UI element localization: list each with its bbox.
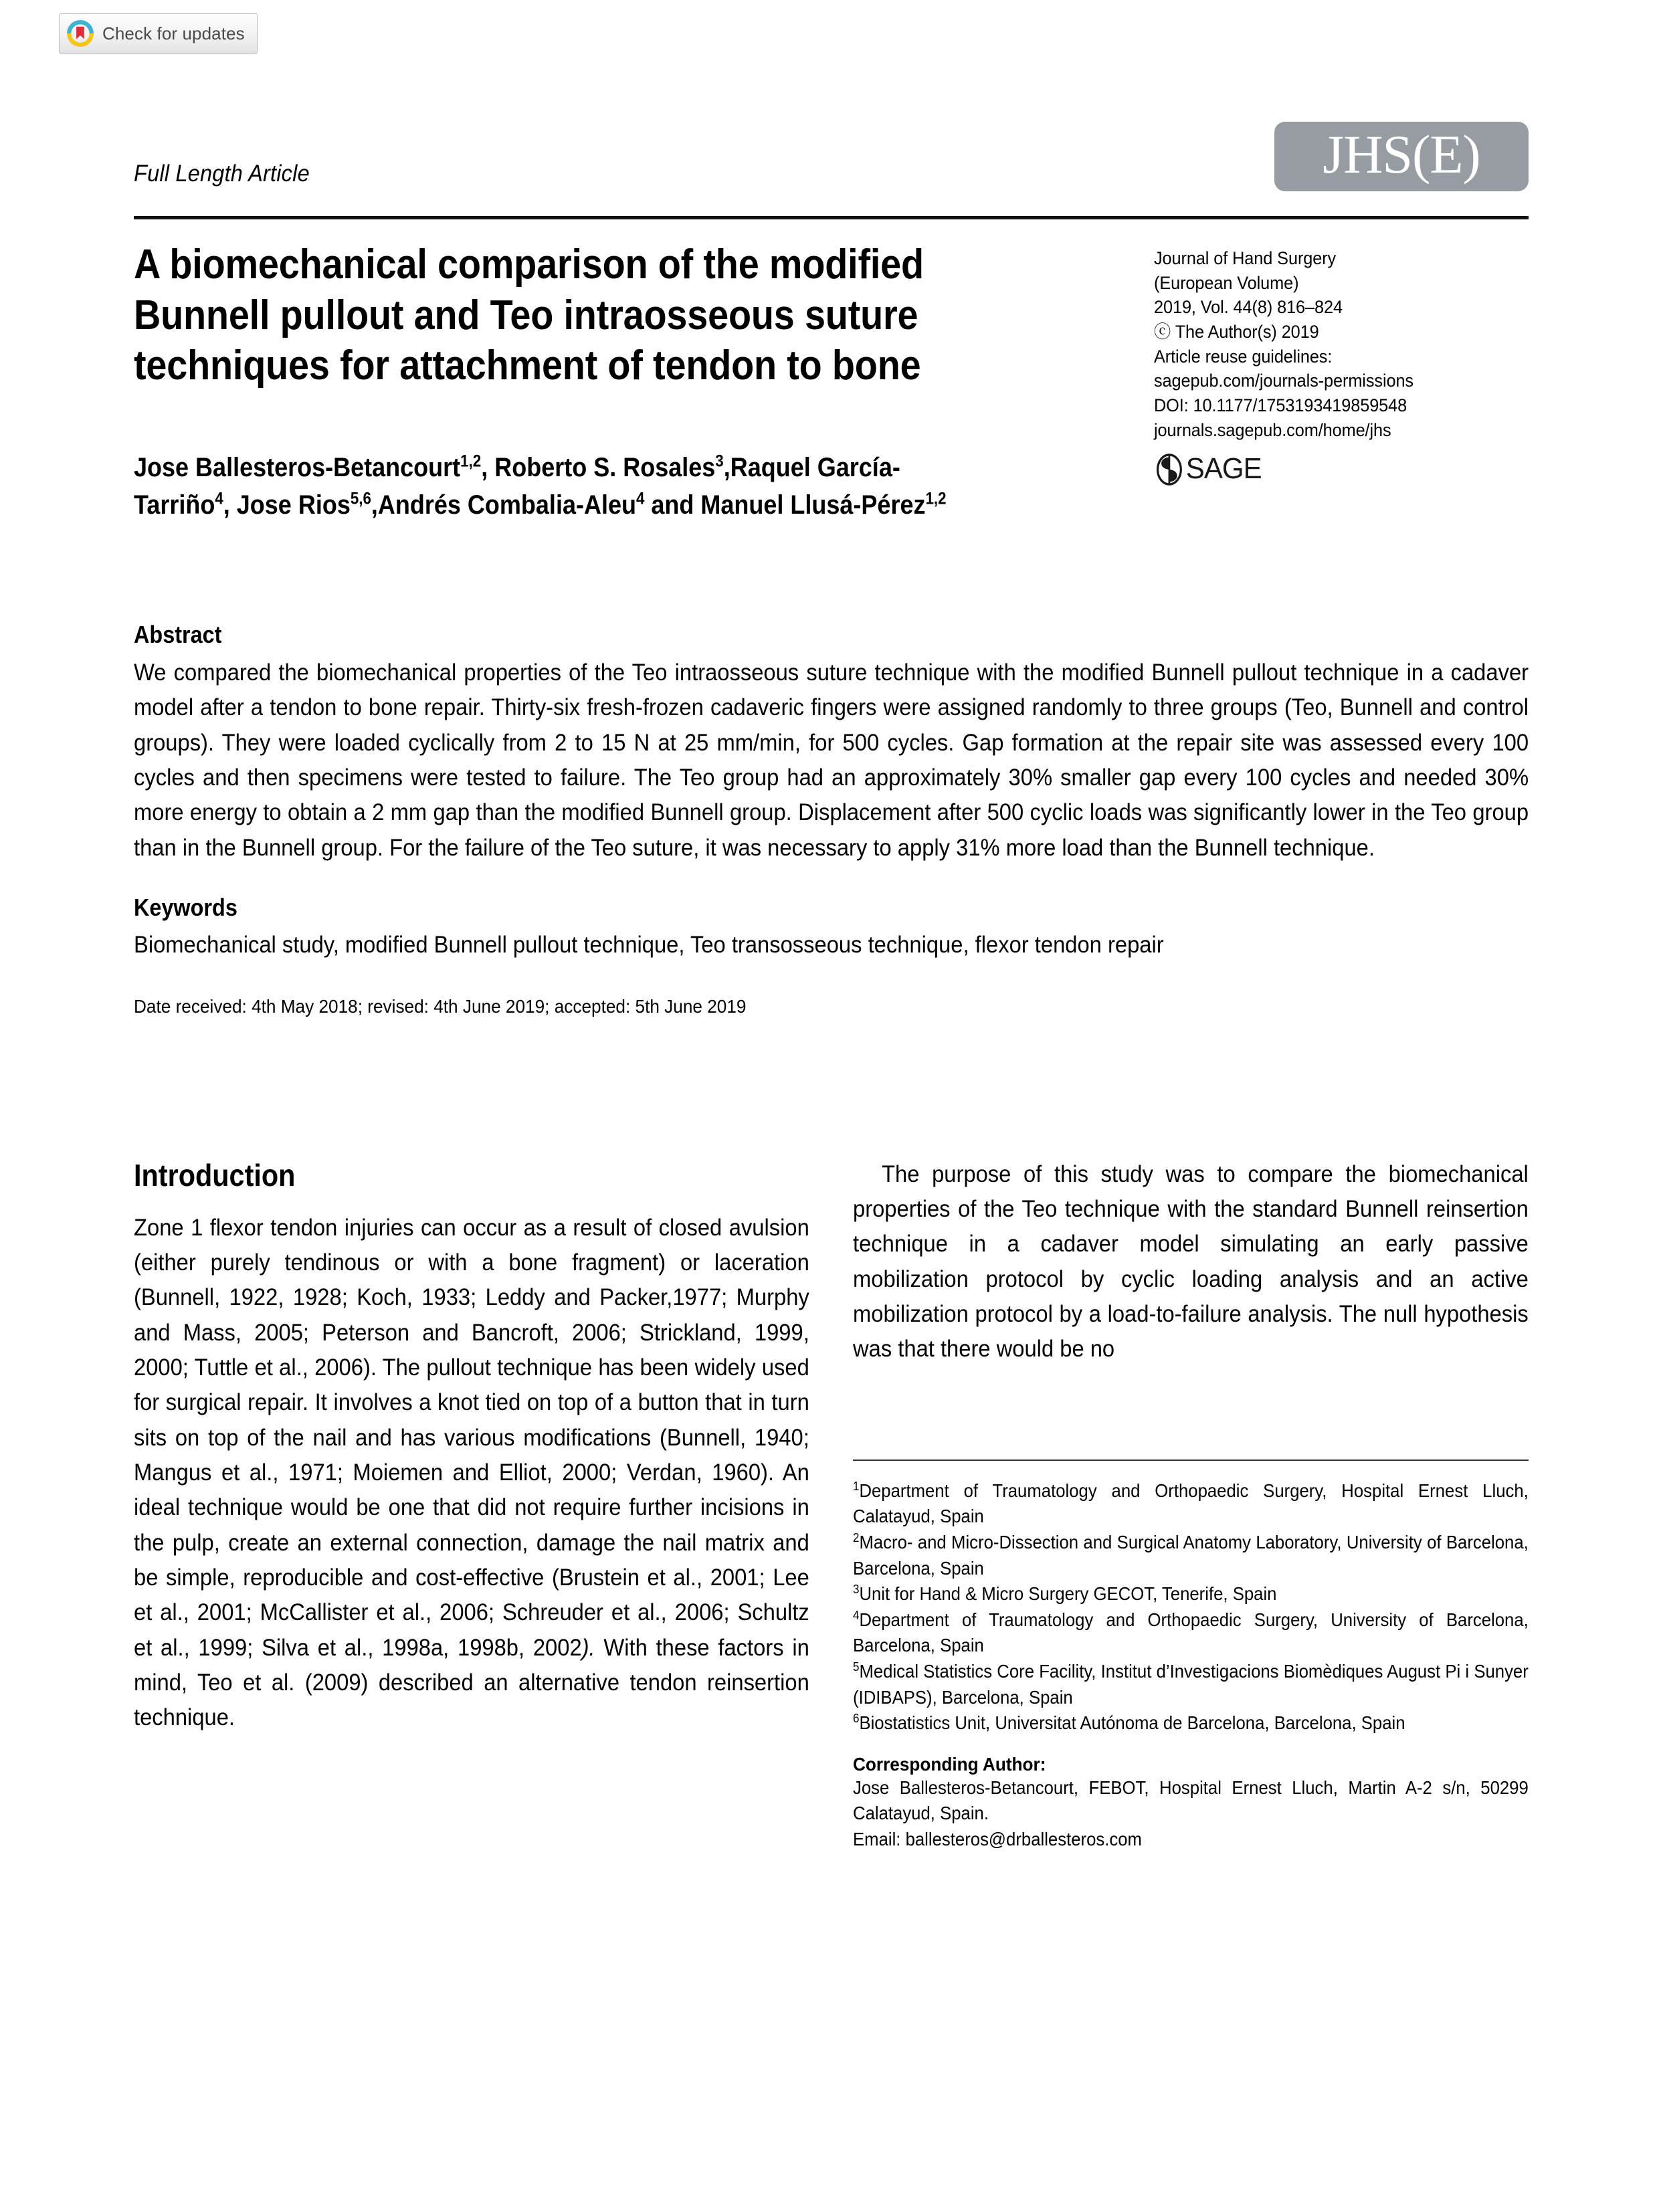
page-content — [134, 0, 1529, 1906]
introduction-heading: Introduction — [134, 1157, 296, 1193]
corresponding-author-email[interactable]: Email: ballesteros@drballesteros.com — [853, 1828, 1142, 1849]
author-affiliation-marker: 1,2 — [925, 490, 947, 508]
keywords-heading: Keywords — [134, 893, 237, 921]
affiliation-marker: 4 — [853, 1608, 860, 1622]
author-list: Jose Ballesteros-Betancourt$^{1,2}$, Roberto S. Rosales$^3$,Raquel García-Tarriño$^4$, Jose Rios$^{5,6}$,Andrés Combalia-Aleu$^4$ and Manuel Llusá-Pérez$^{1,2}$ — [134, 452, 947, 520]
affiliation-marker: 1 — [853, 1479, 860, 1493]
author-name: Jose Rios — [236, 490, 351, 520]
journal-metadata — [1154, 246, 1512, 486]
article-type-label: Full Length Article — [134, 161, 310, 187]
affiliation-marker: 3 — [853, 1583, 860, 1597]
author-affiliation-marker: 4 — [636, 490, 645, 508]
title-column — [134, 239, 987, 524]
footnote-divider — [853, 1460, 1529, 1461]
meta-line: Article reuse guidelines: — [1154, 346, 1333, 367]
meta-line: Journal of Hand Surgery — [1154, 248, 1337, 268]
doi-line[interactable]: DOI: 10.1177/1753193419859548 — [1154, 395, 1407, 416]
author-name: Andrés Combalia-Aleu — [377, 490, 636, 520]
page-title: A biomechanical comparison of the modified Bunnell pullout and Teo intraosseous suture techniques for attachment of tendon to bone — [134, 241, 924, 389]
author-affiliation-marker: 5,6 — [350, 490, 371, 508]
keywords-section — [134, 894, 1529, 963]
sage-wordmark-icon — [1186, 454, 1307, 486]
journal-home-link[interactable]: journals.sagepub.com/home/jhs — [1154, 419, 1391, 440]
footnote-block — [853, 1460, 1529, 1852]
author-name: Roberto S. Rosales — [494, 452, 716, 482]
meta-line: 2019, Vol. 44(8) 816–824 — [1154, 297, 1343, 318]
affiliation-list — [853, 1478, 1529, 1736]
svg-text:SAGE: SAGE — [1185, 453, 1262, 485]
abstract-heading: Abstract — [134, 621, 222, 648]
affiliation-item: $^3$Unit for Hand & Micro Surgery GECOT, Tenerife, Spain — [853, 1583, 1277, 1605]
journal-logo — [1274, 122, 1529, 191]
keywords-text: Biomechanical study, modified Bunnell pullout technique, Teo transosseous technique, flexor tendon repair — [134, 931, 1164, 958]
abstract-text: We compared the biomechanical properties of the Teo intraosseous suture technique with the modified Bunnell pullout technique in a cadaver model after a tendon to bone repair. Thirty-six fresh-frozen cadaveric fingers were assigned randomly to three groups (Teo, Bunnell and control groups). They were loaded cyclically from 2 to 15 N at 25 mm/min, for 500 cycles. Gap formation at the repair site was assessed every 100 cycles and then specimens were tested to failure. The Teo group had an approximately 30% smaller gap every 100 cycles and needed 30% more energy to obtain a 2 mm gap than the modified Bunnell group. Displacement after 500 cyclic loads was significantly lower in the Teo group than in the Bunnell group. For the failure of the Teo suture, it was necessary to apply 31% more load than the Bunnell technique. — [134, 660, 1529, 861]
meta-line: (European Volume) — [1154, 272, 1299, 293]
right-column — [853, 1157, 1529, 1367]
masthead — [134, 0, 1529, 207]
journal-logo-text: JHS(E) — [1323, 124, 1480, 185]
abstract-section — [134, 621, 1529, 866]
body-columns — [134, 1157, 1529, 1906]
introduction-paragraph: Zone 1 flexor tendon injuries can occur as a result of closed avulsion (either purely tendinous or with a bone fragment) or laceration (Bunnell, 1922, 1928; Koch, 1933; Leddy and Packer,1977; Murphy and Mass, 2005; Peterson and Bancroft, 2006; Strickland, 1999, 2000; Tuttle et al., 2006). The pullout technique has been widely used for surgical repair. It involves a knot tied on top of a button that in turn sits on top of the nail and has various modifications (Bunnell, 1940; Mangus et al., 1971; Moiemen and Elliot, 2000; Verdan, 1960). An ideal technique would be one that did not require further incisions in the pulp, create an external connection, damage the nail matrix and be simple, reproducible and cost-effective (Brustein et al., 2001; Lee et al., 2001; McCallister et al., 2006; Schreuder et al., 2006; Schultz et al., 1999; Silva et al., 1998a, 1998b, 2002). With these factors in mind, Teo et al. (2009) described an alternative tendon reinsertion technique. — [134, 1214, 809, 1731]
author-affiliation-marker: 4 — [215, 490, 223, 508]
author-affiliation-marker: 3 — [715, 452, 724, 471]
affiliation-item: $^2$Macro- and Micro-Dissection and Surgical Anatomy Laboratory, University of Barcelona, Barcelona, Spain — [853, 1530, 1529, 1579]
author-name: Jose Ballesteros-Betancourt — [134, 452, 461, 482]
masthead-divider — [134, 216, 1529, 219]
sage-logo — [1154, 454, 1512, 486]
corresponding-author-address: Jose Ballesteros-Betancourt, FEBOT, Hospital Ernest Lluch, Martin A-2 s/n, 50299 Calatayud, Spain. — [853, 1777, 1529, 1824]
affiliation-item: $^6$Biostatistics Unit, Universitat Autónoma de Barcelona, Barcelona, Spain — [853, 1712, 1405, 1734]
affiliation-marker: 2 — [853, 1530, 860, 1544]
permissions-link[interactable]: sagepub.com/journals-permissions — [1154, 371, 1413, 391]
check-for-updates-label: Check for updates — [102, 23, 245, 43]
author-name: Raquel García-Tarriño — [134, 452, 900, 520]
affiliation-item: $^1$Department of Traumatology and Orthopaedic Surgery, Hospital Ernest Lluch, Calatayud, Spain — [853, 1479, 1529, 1527]
author-affiliation-marker: 1,2 — [460, 452, 482, 471]
sage-mark-icon — [1154, 454, 1185, 486]
affiliation-marker: 6 — [853, 1712, 860, 1726]
corresponding-author-heading: Corresponding Author: — [853, 1753, 1046, 1775]
left-column — [134, 1157, 809, 1736]
affiliation-item: $^5$Medical Statistics Core Facility, Institut d’Investigacions Biomèdiques August Pi i Sunyer (IDIBAPS), Barcelona, Spain — [853, 1660, 1529, 1708]
affiliation-item: $^4$Department of Traumatology and Orthopaedic Surgery, University of Barcelona, Barcelona, Spain — [853, 1608, 1529, 1656]
author-name: Manuel Llusá-Pérez — [700, 490, 926, 520]
title-and-meta — [134, 239, 1529, 534]
meta-line: ⓒ The Author(s) 2019 — [1154, 322, 1319, 342]
purpose-paragraph: The purpose of this study was to compare the biomechanical properties of the Teo technique with the standard Bunnell reinsertion technique in a cadaver model simulating an early passive mobilization protocol by cyclic loading analysis and an active mobilization protocol by a load-to-failure analysis. The null hypothesis was that there would be no — [853, 1161, 1529, 1363]
affiliation-marker: 5 — [853, 1660, 860, 1674]
date-received-line: Date received: 4th May 2018; revised: 4th June 2019; accepted: 5th June 2019 — [134, 995, 747, 1017]
crossmark-icon — [66, 19, 94, 47]
